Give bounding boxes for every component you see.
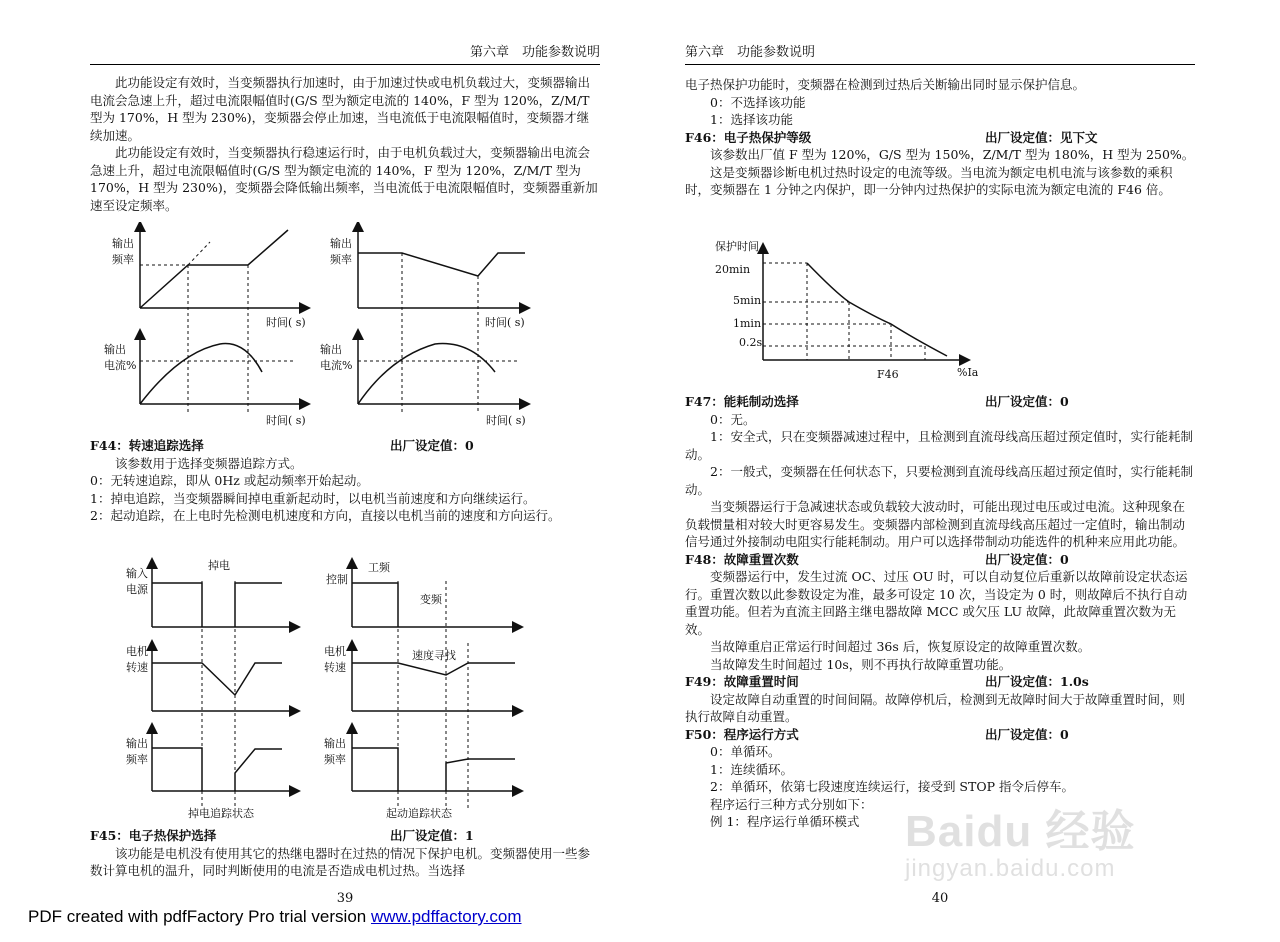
label: 变频 (420, 593, 442, 606)
f44-section (90, 437, 600, 525)
pdf-footer (28, 907, 522, 927)
label: 工频 (368, 561, 390, 574)
f50-title (685, 726, 1195, 744)
param-name: F44：转速追踪选择 (90, 438, 204, 453)
option: 0：单循环。 (710, 744, 781, 759)
param-name: F50：程序运行方式 (685, 726, 799, 742)
watermark-brand: Baidu 经验 (905, 807, 1136, 856)
caption: 掉电追踪状态 (188, 807, 254, 820)
f45-46-section (685, 76, 1195, 199)
page-number: 40 (931, 891, 949, 906)
intro-text (90, 74, 600, 214)
paragraph: 这是变频器诊断电机过热时设定的电流等级。当电流为额定电机电流与该参数的乘积时，变频器在 1 分钟之内保护，即一分钟内过热保护的实际电流为额定电流的 F46 倍。 (685, 164, 1173, 197)
protection-curve-figure (685, 232, 1005, 382)
steady-freq-graph (330, 226, 525, 412)
ylabel: 电机 (324, 645, 346, 658)
ylabel: 频率 (112, 253, 134, 266)
ylabel: 电源 (126, 583, 148, 596)
option: 2：单循环，依第七段速度连续运行，接受到 STOP 指令后停车。 (710, 779, 1074, 794)
power-loss-tracking (126, 558, 295, 820)
ylabel: 转速 (126, 661, 148, 674)
paragraph: 当故障发生时间超过 10s，则不再执行故障重置功能。 (710, 656, 1012, 672)
f47-title (685, 393, 1195, 411)
label: 速度寻找 (412, 649, 456, 662)
xlabel: 时间( s) (266, 316, 306, 329)
paragraph: 设定故障自动重置的时间间隔。故障停机后，检测到无故障时间大于故障重置时间，则执行故障自动重置。 (685, 691, 1186, 724)
xlabel: 时间( s) (266, 414, 306, 427)
speed-tracking-figure (90, 553, 600, 825)
paragraph: 该功能是电机没有使用其它的热继电器时在过热的情况下保护电机。变频器使用一些参数计算电机的温升，同时判断使用的电流是否造成电机过热。当选择 (90, 845, 591, 878)
paragraph: 当故障重启正常运行时间超过 36s 后，恢复原设定的故障重置次数。 (710, 639, 1091, 654)
option: 0：无转速追踪，即从 0Hz 或起动频率开始起动。 (90, 473, 369, 488)
option: 1：掉电追踪，当变频器瞬间掉电重新起动时，以电机当前速度和方向继续运行。 (90, 490, 536, 506)
param-default: 出厂设定值：0 (390, 438, 474, 453)
param-default: 出厂设定值：见下文 (985, 129, 1098, 145)
f49-title (685, 673, 1195, 691)
ylabel: 输出 (126, 737, 148, 750)
paragraph: 当变频器运行于急减速状态或负载较大波动时，可能出现过电压或过电流。这种现象在负载惯量相对较大时更容易发生。变频器内部检测到直流母线高压超过一定值时，输出制动信号通过外接制动电阻实行能耗制动。用户可以选择带制动功能选件的机种来应用此功能。 (685, 499, 1186, 549)
f47-50-section (685, 393, 1195, 831)
f44-title (90, 437, 600, 455)
f45-section (90, 827, 600, 880)
ylabel: 频率 (126, 753, 148, 766)
option: 2：起动追踪，在上电时先检测电机速度和方向，直接以电机当前的速度和方向运行。 (90, 508, 561, 523)
ylabel: 输出 (324, 737, 346, 750)
label: 掉电 (208, 559, 230, 572)
startup-tracking (324, 560, 518, 820)
param-name: F47：能耗制动选择 (685, 394, 799, 409)
f46-title (685, 129, 1195, 147)
accel-freq-graph (112, 226, 306, 412)
steady-current-graph (320, 334, 526, 427)
f48-title (685, 551, 1195, 569)
baidu-watermark (905, 795, 1135, 883)
f45-title (90, 827, 600, 845)
option: 0：不选择该功能 (710, 94, 806, 110)
ylabel: 电流% (320, 359, 353, 372)
option: 2：一般式，变频器在任何状态下，只要检测到直流母线高压超过预定值时，实行能耗制动。 (685, 464, 1193, 497)
ylabel: 转速 (324, 661, 346, 674)
ylabel: 输出 (330, 237, 352, 250)
paragraph: 此功能设定有效时，当变频器执行加速时，由于加速过快或电机负载过大，变频器输出电流会急速上升，超过电流限幅值时(G/S 型为额定电流的 140%，F 型为 120%，Z/M/T 型为 170%，H 型为 230%)，变频器会停止加速，当电流低于电流限幅值时，变频器才继续加速。 (90, 75, 591, 143)
ylabel: 输入 (126, 567, 148, 580)
ylabel: 输出 (112, 237, 134, 250)
option: 0：无。 (710, 411, 756, 427)
option: 1：安全式，只在变频器减速过程中，且检测到直流母线高压超过预定值时，实行能耗制动。 (685, 429, 1193, 462)
param-default: 出厂设定值：1 (390, 828, 474, 843)
ylabel: 频率 (330, 253, 352, 266)
ylabel: 频率 (324, 753, 346, 766)
tick-label: F46 (877, 368, 899, 381)
option: 1：选择该功能 (710, 112, 793, 127)
current-limit-figure (90, 222, 600, 432)
ylabel: 输出 (320, 343, 342, 356)
accel-current-graph (104, 334, 306, 427)
paragraph: 电子热保护功能时，变频器在检测到过热后关断输出同时显示保护信息。 (685, 77, 1086, 92)
paragraph: 变频器运行中，发生过流 OC、过压 OU 时，可以自动复位后重新以故障前设定状态运行。重置次数以此参数设定为准，最多可设定 10 次，当设定为 0 时，则故障后不执行自动重置功能。但若为直流主回路主继电器故障 MCC 或欠压 LU 故障，此故障重置次数为无效。 (685, 569, 1188, 637)
page-header: 第六章 功能参数说明 (685, 44, 1195, 65)
param-default: 出厂设定值：0 (985, 394, 1069, 409)
ylabel: 控制 (326, 573, 348, 586)
xlabel: 时间( s) (485, 316, 525, 329)
tick-label: 1min (733, 317, 762, 330)
param-name: F45：电子热保护选择 (90, 828, 217, 843)
tick-label: 20min (715, 263, 751, 276)
caption: 起动追踪状态 (386, 807, 452, 820)
param-default: 出厂设定值：1.0s (985, 674, 1089, 689)
ylabel: 电流% (104, 359, 137, 372)
param-default: 出厂设定值：0 (985, 726, 1069, 742)
paragraph: 例 1：程序运行单循环模式 (710, 814, 860, 829)
param-name: F48：故障重置次数 (685, 551, 799, 567)
ylabel: 电机 (126, 645, 148, 658)
left-page (90, 0, 600, 942)
page-header: 第六章 功能参数说明 (90, 44, 600, 65)
watermark-url: jingyan.baidu.com (905, 855, 1116, 882)
tick-label: 0.2s (739, 336, 763, 349)
page-number: 39 (336, 891, 354, 906)
paragraph: 该参数出厂值 F 型为 120%，G/S 型为 150%，Z/M/T 型为 180%，H 型为 250%。 (710, 147, 1195, 162)
option: 1：连续循环。 (710, 761, 793, 777)
ylabel: 保护时间 (715, 240, 759, 253)
paragraph: 该参数用于选择变频器追踪方式。 (115, 455, 303, 471)
footer-text: PDF created with pdfFactory Pro trial version (28, 907, 371, 926)
footer-link[interactable]: www.pdffactory.com (370, 907, 522, 926)
param-name: F49：故障重置时间 (685, 674, 799, 689)
tick-label: 5min (733, 294, 762, 307)
paragraph: 程序运行三种方式分别如下： (710, 796, 873, 812)
param-default: 出厂设定值：0 (985, 551, 1069, 567)
xlabel: 时间( s) (486, 414, 526, 427)
paragraph: 此功能设定有效时，当变频器执行稳速运行时，由于电机负载过大，变频器输出电流会急速上升，超过电流限幅值时(G/S 型为额定电流的 140%，F 型为 120%，Z/M/T 型为 170%，H 型为 230%)，变频器会降低输出频率，当电流低于电流限幅值时，变频器重新加速至设定频率。 (90, 145, 598, 213)
param-name: F46：电子热保护等级 (685, 129, 812, 145)
ylabel: 输出 (104, 343, 126, 356)
xlabel: %Ia (957, 366, 979, 379)
